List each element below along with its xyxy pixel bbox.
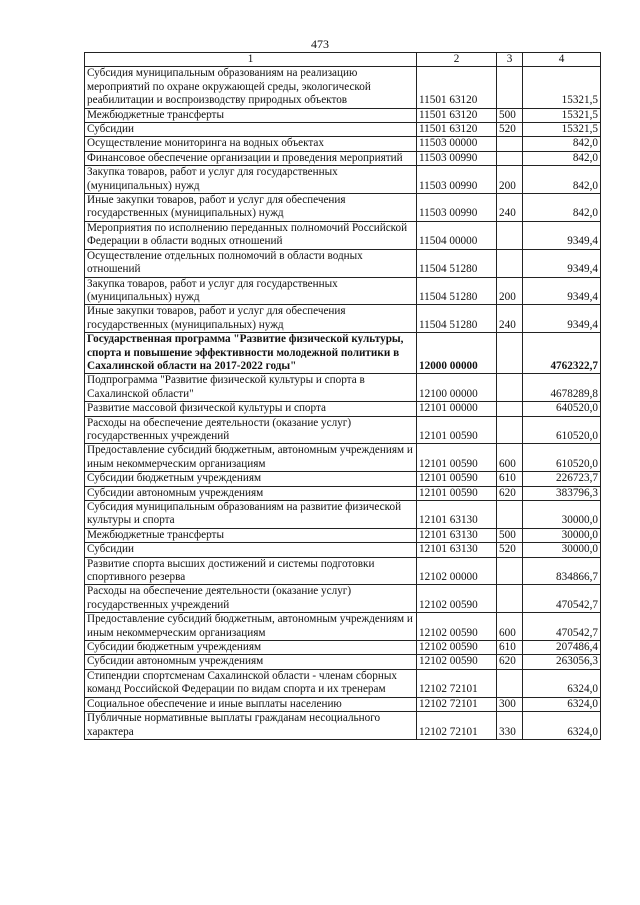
row-code: 12102 00590 xyxy=(417,585,497,613)
row-expense-type xyxy=(497,151,523,165)
row-name: Подпрограмма "Развитие физической культуры и спорта в Сахалинской области" xyxy=(85,374,417,402)
row-expense-type xyxy=(497,333,523,374)
row-code: 11504 51280 xyxy=(417,277,497,305)
row-code: 12102 72101 xyxy=(417,669,497,697)
row-name: Субсидии бюджетным учреждениям xyxy=(85,641,417,655)
row-code: 12102 00590 xyxy=(417,613,497,641)
row-code: 12102 00590 xyxy=(417,655,497,669)
row-code: 12000 00000 xyxy=(417,333,497,374)
row-code: 12101 00000 xyxy=(417,402,497,416)
row-code: 12101 63130 xyxy=(417,501,497,529)
row-code: 11503 00990 xyxy=(417,166,497,194)
row-code: 11504 00000 xyxy=(417,221,497,249)
row-amount: 6324,0 xyxy=(523,712,601,740)
row-expense-type: 240 xyxy=(497,305,523,333)
row-amount: 263056,3 xyxy=(523,655,601,669)
row-amount: 15321,5 xyxy=(523,67,601,108)
budget-table xyxy=(84,52,601,740)
row-amount: 4762322,7 xyxy=(523,333,601,374)
row-expense-type: 330 xyxy=(497,712,523,740)
row-amount: 4678289,8 xyxy=(523,374,601,402)
table-row xyxy=(85,166,601,194)
table-row xyxy=(85,528,601,542)
column-header-amount: 4 xyxy=(523,53,601,67)
table-row xyxy=(85,151,601,165)
row-expense-type xyxy=(497,221,523,249)
row-name: Мероприятия по исполнению переданных полномочий Российской Федерации в области водных отношений xyxy=(85,221,417,249)
row-amount: 470542,7 xyxy=(523,613,601,641)
row-expense-type: 500 xyxy=(497,108,523,122)
row-name: Субсидии бюджетным учреждениям xyxy=(85,472,417,486)
row-name: Субсидии xyxy=(85,543,417,557)
table-row xyxy=(85,416,601,444)
table-row xyxy=(85,712,601,740)
row-amount: 9349,4 xyxy=(523,305,601,333)
row-expense-type xyxy=(497,501,523,529)
row-code: 12101 00590 xyxy=(417,416,497,444)
row-code: 12101 63130 xyxy=(417,543,497,557)
table-row xyxy=(85,543,601,557)
row-expense-type: 520 xyxy=(497,543,523,557)
row-amount: 610520,0 xyxy=(523,416,601,444)
row-name: Субсидии автономным учреждениям xyxy=(85,655,417,669)
page-number: 473 xyxy=(311,37,329,51)
row-expense-type xyxy=(497,67,523,108)
row-name: Развитие массовой физической культуры и спорта xyxy=(85,402,417,416)
table-row xyxy=(85,67,601,108)
row-expense-type: 610 xyxy=(497,641,523,655)
table-row xyxy=(85,402,601,416)
table-row xyxy=(85,641,601,655)
row-expense-type: 500 xyxy=(497,528,523,542)
row-name: Социальное обеспечение и иные выплаты населению xyxy=(85,697,417,711)
row-amount: 226723,7 xyxy=(523,472,601,486)
row-name: Иные закупки товаров, работ и услуг для обеспечения государственных (муниципальных) нужд xyxy=(85,194,417,222)
table-row xyxy=(85,249,601,277)
table-row xyxy=(85,108,601,122)
table-row xyxy=(85,557,601,585)
row-code: 12101 00590 xyxy=(417,444,497,472)
row-amount: 834866,7 xyxy=(523,557,601,585)
row-amount: 15321,5 xyxy=(523,108,601,122)
table-row xyxy=(85,501,601,529)
row-name: Закупка товаров, работ и услуг для государственных (муниципальных) нужд xyxy=(85,166,417,194)
row-amount: 9349,4 xyxy=(523,277,601,305)
table-row xyxy=(85,486,601,500)
row-name: Осуществление отдельных полномочий в области водных отношений xyxy=(85,249,417,277)
row-amount: 6324,0 xyxy=(523,697,601,711)
row-amount: 842,0 xyxy=(523,194,601,222)
table-row xyxy=(85,194,601,222)
row-expense-type: 610 xyxy=(497,472,523,486)
row-amount: 30000,0 xyxy=(523,543,601,557)
table-body xyxy=(85,67,601,740)
row-code: 12102 00590 xyxy=(417,641,497,655)
row-code: 11501 63120 xyxy=(417,123,497,137)
row-name: Закупка товаров, работ и услуг для государственных (муниципальных) нужд xyxy=(85,277,417,305)
row-name: Межбюджетные трансферты xyxy=(85,108,417,122)
row-expense-type xyxy=(497,402,523,416)
row-expense-type xyxy=(497,374,523,402)
row-name: Осуществление мониторинга на водных объектах xyxy=(85,137,417,151)
table-row xyxy=(85,669,601,697)
row-expense-type: 600 xyxy=(497,444,523,472)
row-code: 11501 63120 xyxy=(417,67,497,108)
row-amount: 640520,0 xyxy=(523,402,601,416)
row-amount: 6324,0 xyxy=(523,669,601,697)
table-row xyxy=(85,697,601,711)
column-header-row xyxy=(85,53,601,67)
row-name: Иные закупки товаров, работ и услуг для обеспечения государственных (муниципальных) нужд xyxy=(85,305,417,333)
row-expense-type xyxy=(497,249,523,277)
table-row xyxy=(85,472,601,486)
row-expense-type xyxy=(497,137,523,151)
row-amount: 842,0 xyxy=(523,151,601,165)
table-row xyxy=(85,374,601,402)
table-row xyxy=(85,137,601,151)
row-name: Развитие спорта высших достижений и системы подготовки спортивного резерва xyxy=(85,557,417,585)
row-code: 12101 00590 xyxy=(417,486,497,500)
row-name: Субсидии автономным учреждениям xyxy=(85,486,417,500)
row-amount: 610520,0 xyxy=(523,444,601,472)
row-name: Расходы на обеспечение деятельности (оказание услуг) государственных учреждений xyxy=(85,416,417,444)
column-header-name: 1 xyxy=(85,53,417,67)
row-code: 12101 00590 xyxy=(417,472,497,486)
row-name: Предоставление субсидий бюджетным, автономным учреждениям и иным некоммерческим организациям xyxy=(85,444,417,472)
row-expense-type: 520 xyxy=(497,123,523,137)
row-amount: 207486,4 xyxy=(523,641,601,655)
row-amount: 30000,0 xyxy=(523,528,601,542)
row-expense-type: 620 xyxy=(497,655,523,669)
row-code: 12101 63130 xyxy=(417,528,497,542)
table-row xyxy=(85,585,601,613)
row-name: Предоставление субсидий бюджетным, автономным учреждениям и иным некоммерческим организациям xyxy=(85,613,417,641)
row-code: 12102 00000 xyxy=(417,557,497,585)
table-row xyxy=(85,123,601,137)
row-code: 12100 00000 xyxy=(417,374,497,402)
row-name: Государственная программа "Развитие физической культуры, спорта и повышение эффективности молодежной политики в Сахалинской области на 2017-2022 годы" xyxy=(85,333,417,374)
row-expense-type: 600 xyxy=(497,613,523,641)
row-code: 11504 51280 xyxy=(417,249,497,277)
table-row xyxy=(85,221,601,249)
row-code: 12102 72101 xyxy=(417,697,497,711)
row-name: Межбюджетные трансферты xyxy=(85,528,417,542)
row-expense-type: 200 xyxy=(497,277,523,305)
row-amount: 842,0 xyxy=(523,137,601,151)
row-expense-type: 620 xyxy=(497,486,523,500)
row-name: Субсидии xyxy=(85,123,417,137)
row-code: 11503 00990 xyxy=(417,194,497,222)
row-name: Стипендии спортсменам Сахалинской области - членам сборных команд Российской Федерации по видам спорта и их тренерам xyxy=(85,669,417,697)
row-expense-type: 300 xyxy=(497,697,523,711)
row-code: 11501 63120 xyxy=(417,108,497,122)
row-expense-type xyxy=(497,669,523,697)
row-amount: 9349,4 xyxy=(523,221,601,249)
row-code: 11503 00000 xyxy=(417,137,497,151)
row-amount: 842,0 xyxy=(523,166,601,194)
table-row xyxy=(85,277,601,305)
row-amount: 30000,0 xyxy=(523,501,601,529)
row-expense-type xyxy=(497,557,523,585)
row-name: Субсидия муниципальным образованиям на развитие физической культуры и спорта xyxy=(85,501,417,529)
row-expense-type: 200 xyxy=(497,166,523,194)
table-row xyxy=(85,333,601,374)
row-expense-type xyxy=(497,585,523,613)
row-expense-type xyxy=(497,416,523,444)
table-row xyxy=(85,655,601,669)
row-expense-type: 240 xyxy=(497,194,523,222)
column-header-expense-type: 3 xyxy=(497,53,523,67)
table-row xyxy=(85,444,601,472)
table-row xyxy=(85,613,601,641)
row-name: Публичные нормативные выплаты гражданам несоциального характера xyxy=(85,712,417,740)
row-amount: 470542,7 xyxy=(523,585,601,613)
row-name: Финансовое обеспечение организации и проведения мероприятий xyxy=(85,151,417,165)
row-amount: 15321,5 xyxy=(523,123,601,137)
row-amount: 383796,3 xyxy=(523,486,601,500)
table-row xyxy=(85,305,601,333)
row-code: 12102 72101 xyxy=(417,712,497,740)
column-header-code: 2 xyxy=(417,53,497,67)
row-code: 11503 00990 xyxy=(417,151,497,165)
row-name: Субсидия муниципальным образованиям на реализацию мероприятий по охране окружающей среды, экологической реабилитации и воспроизводству природных объектов xyxy=(85,67,417,108)
row-amount: 9349,4 xyxy=(523,249,601,277)
row-code: 11504 51280 xyxy=(417,305,497,333)
row-name: Расходы на обеспечение деятельности (оказание услуг) государственных учреждений xyxy=(85,585,417,613)
